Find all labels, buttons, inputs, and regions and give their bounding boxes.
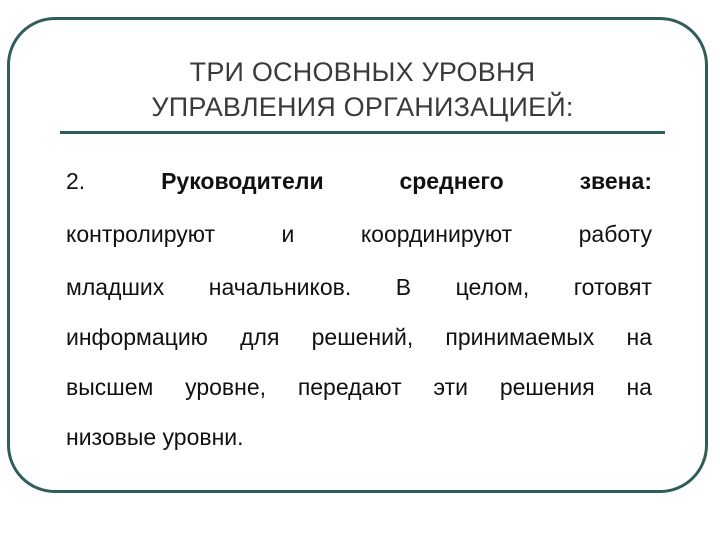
- body-word: координируют: [360, 221, 513, 247]
- body-word: уровне,: [185, 374, 267, 400]
- body-word: на: [626, 324, 652, 350]
- body-line-4: [66, 324, 652, 354]
- body-line-5: [66, 374, 652, 404]
- body-word: целом,: [455, 274, 530, 300]
- body-line-2: [66, 221, 652, 251]
- body-word: принимаемых: [445, 324, 595, 350]
- body-word: младших: [66, 274, 165, 300]
- body-word: звена:: [579, 168, 652, 194]
- body-word: передают: [297, 374, 402, 400]
- body-word: начальников.: [208, 274, 352, 300]
- slide-title-line-1: ТРИ ОСНОВНЫХ УРОВНЯ: [189, 57, 536, 87]
- body-word: работу: [578, 221, 652, 247]
- slide-title: [60, 55, 665, 125]
- body-word: среднего: [399, 168, 504, 194]
- body-word: и: [281, 221, 295, 247]
- body-word: эти: [433, 374, 469, 400]
- slide-title-line-2: УПРАВЛЕНИЯ ОРГАНИЗАЦИЕЙ:: [151, 92, 574, 122]
- body-line-1: [66, 168, 652, 198]
- body-word: решения: [499, 374, 595, 400]
- body-word: готовят: [573, 274, 652, 300]
- body-word: на: [626, 374, 652, 400]
- body-word: Руководители: [161, 168, 324, 194]
- body-line-3: [66, 274, 652, 304]
- title-underline: [60, 131, 665, 134]
- body-word: информацию: [66, 324, 208, 350]
- list-number: 2.: [66, 168, 86, 194]
- body-word: решений,: [311, 324, 414, 350]
- body-word: В: [395, 274, 412, 300]
- body-word: высшем: [66, 374, 154, 400]
- body-line-6: [66, 424, 652, 454]
- body-word: низовые уровни.: [66, 424, 244, 450]
- body-word: контролируют: [66, 221, 216, 247]
- body-word: для: [240, 324, 280, 350]
